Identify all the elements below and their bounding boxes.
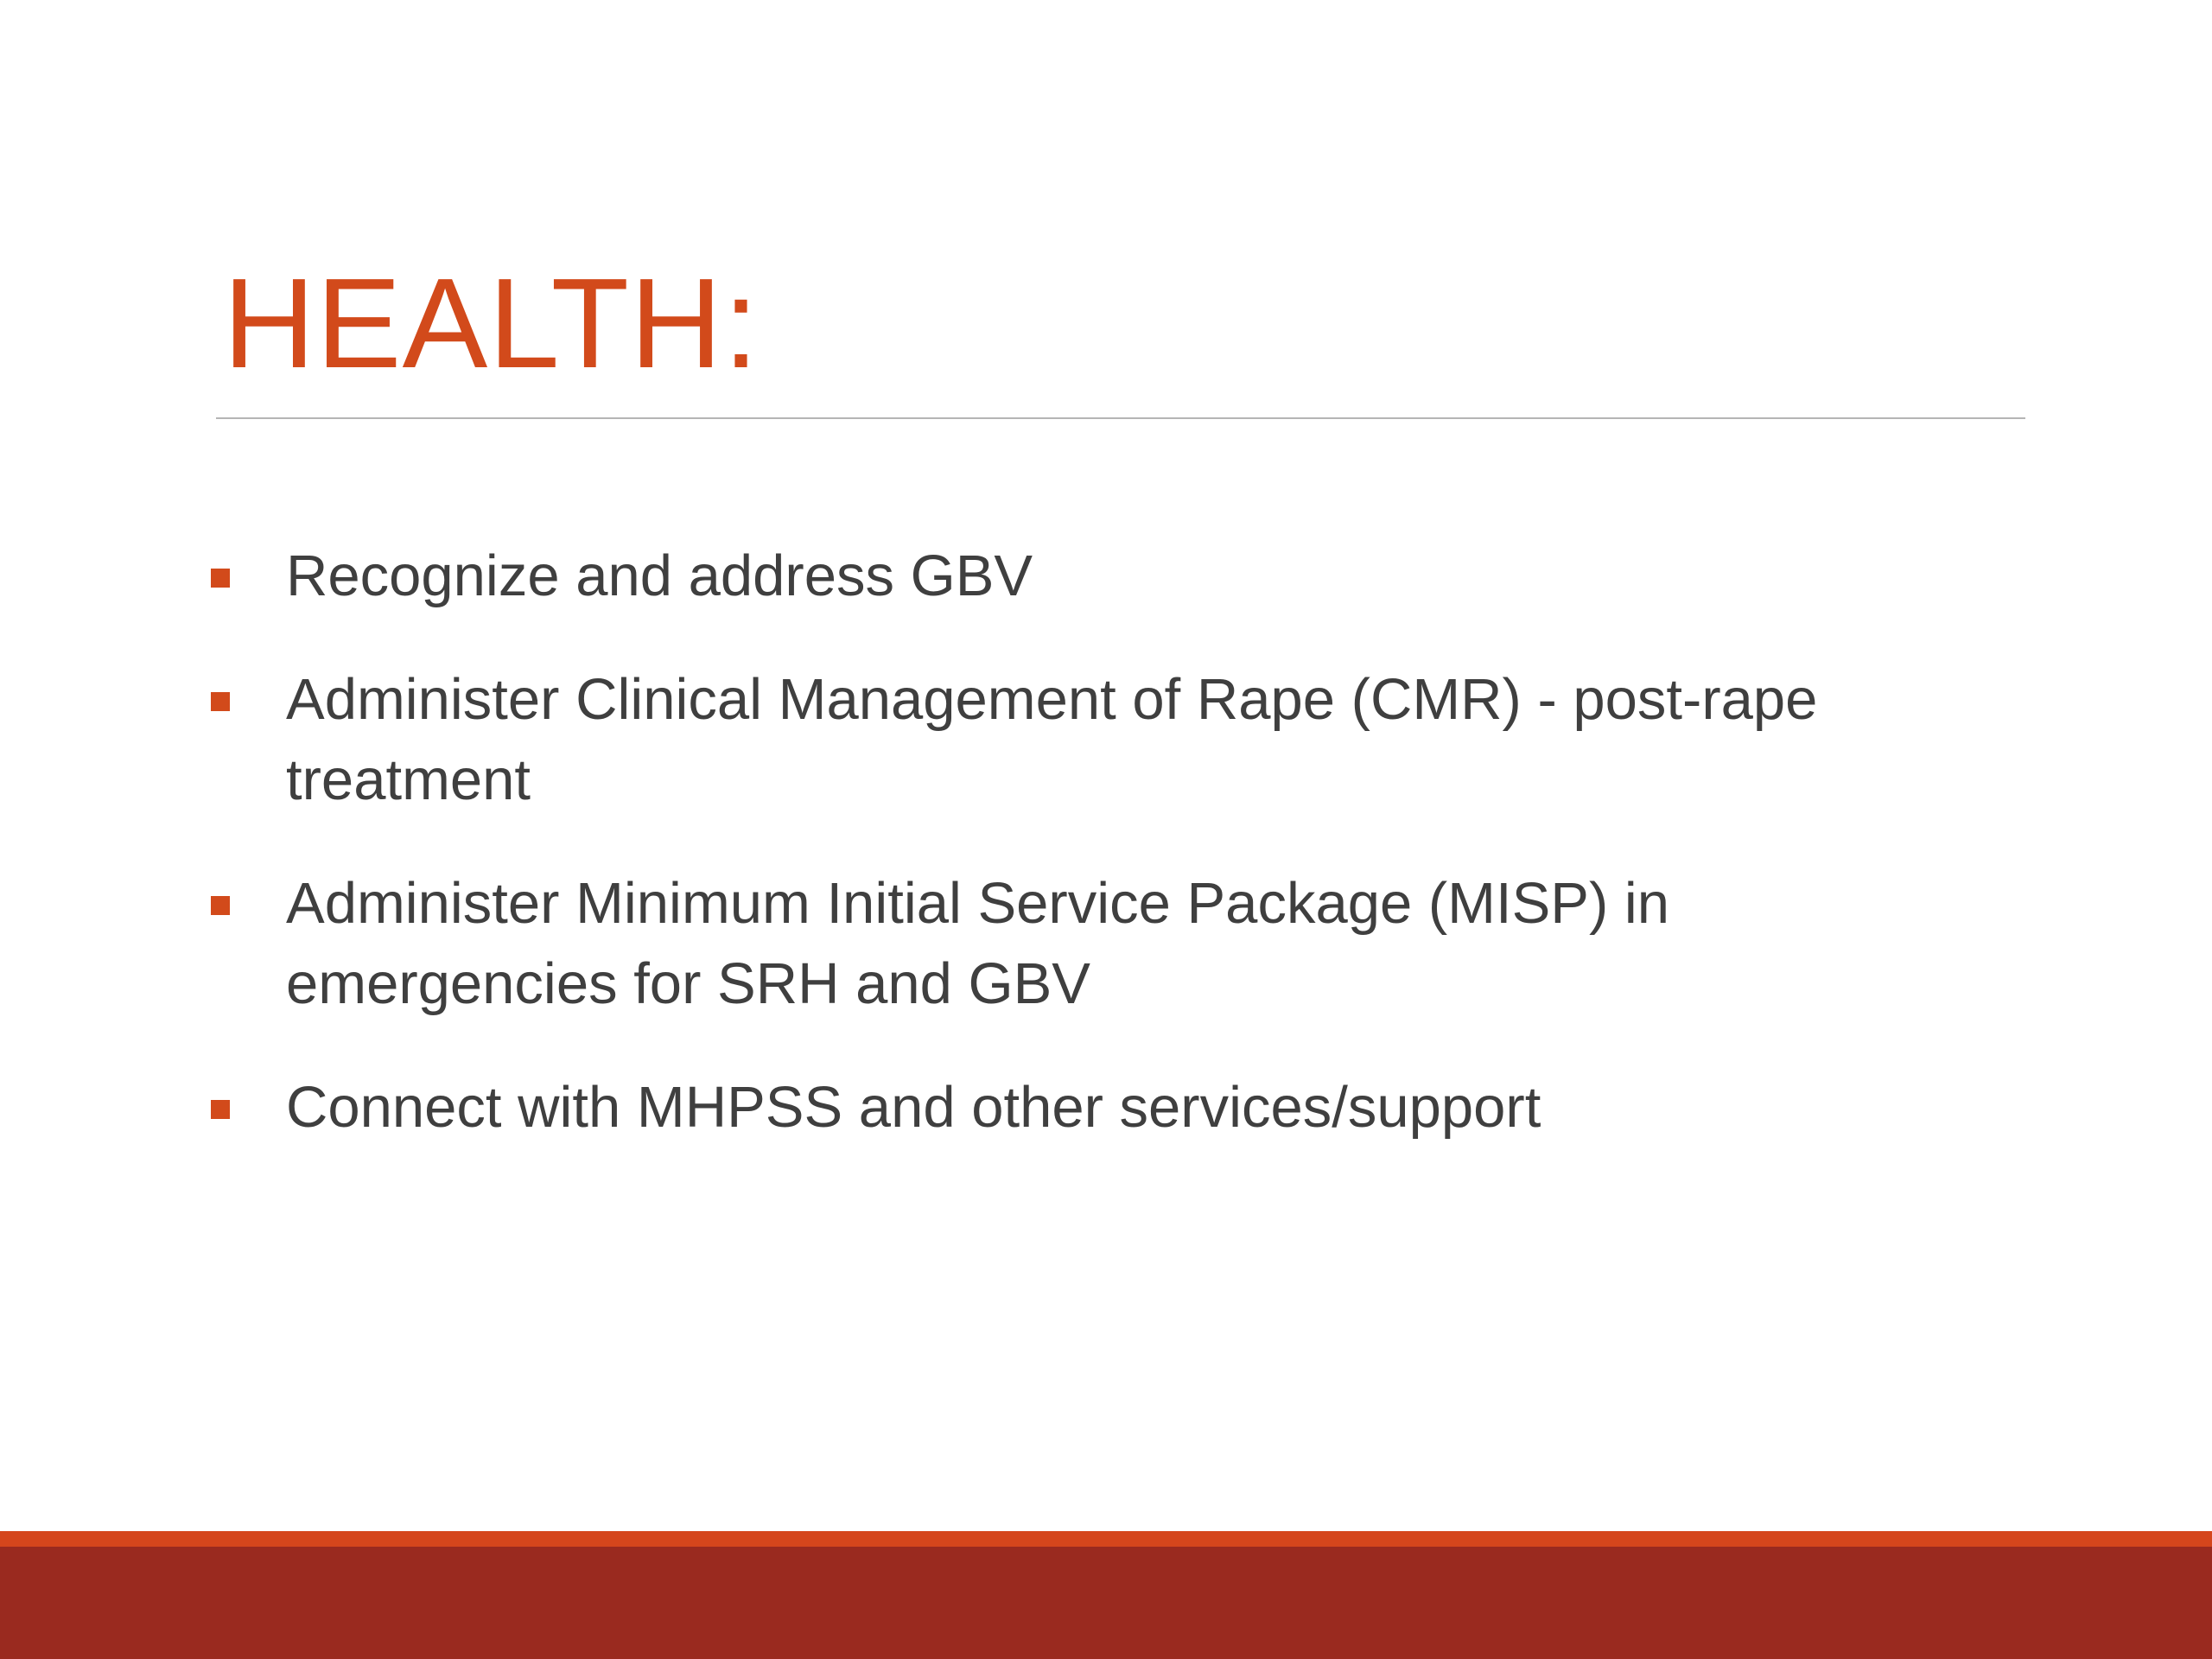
bullet-list — [207, 536, 2005, 1191]
footer-band — [0, 1547, 2212, 1659]
list-item — [207, 536, 2005, 616]
slide-title: HEALTH: — [223, 252, 760, 395]
footer-accent-line — [0, 1531, 2212, 1547]
bullet-text: Administer Minimum Initial Service Package (MISP) in emergencies for SRH and GBV — [286, 871, 1670, 1016]
list-item — [207, 863, 2005, 1024]
square-bullet-icon — [211, 569, 230, 588]
square-bullet-icon — [211, 896, 230, 915]
bullet-text: Recognize and address GBV — [286, 543, 1033, 608]
title-divider — [216, 417, 2025, 419]
list-item — [207, 1067, 2005, 1147]
bullet-text: Connect with MHPSS and other services/support — [286, 1075, 1541, 1140]
square-bullet-icon — [211, 692, 230, 711]
list-item — [207, 659, 2005, 820]
square-bullet-icon — [211, 1100, 230, 1119]
bullet-text: Administer Clinical Management of Rape (CMR) - post-rape treatment — [286, 667, 1818, 812]
